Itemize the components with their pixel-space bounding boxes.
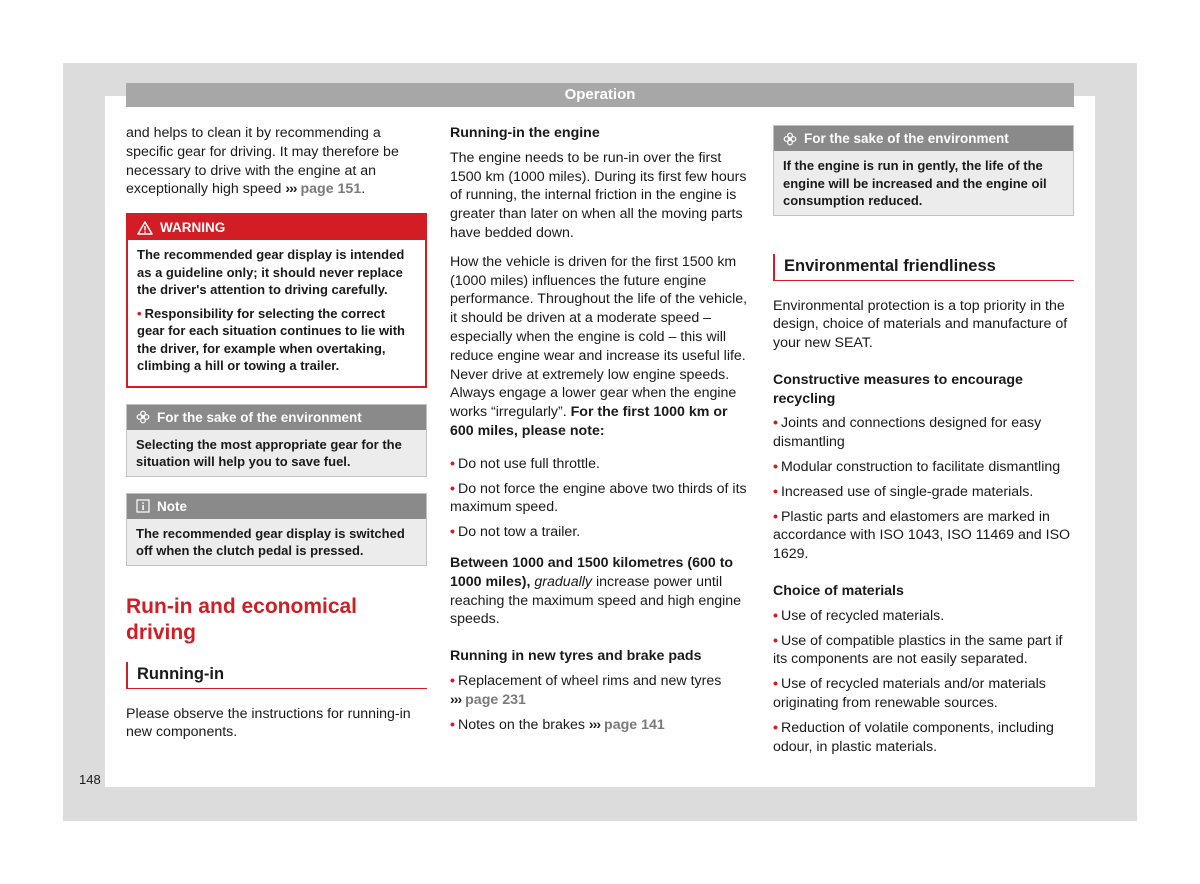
list-item: • Replacement of wheel rims and new tyres ››› page 231 [450,672,722,708]
heading-choice-of-materials: Choice of materials [773,583,904,600]
list-item: • Notes on the brakes ››› page 141 [450,716,665,733]
environment-body: If the engine is run in gently, the life of the engine will be increased and the engine oil consumption reduced. [774,151,1073,215]
warning-triangle-icon [137,221,153,235]
list-item: • Joints and connections designed for easy dismantling [773,415,1042,451]
intro-paragraph: and helps to clean it by recommending a specific gear for driving. It may therefore be necessary to drive with the engine at an exceptionally high speed ››› page 151. [126,125,399,198]
heading-tyres-brakes: Running in new tyres and brake pads [450,648,702,665]
environment-header: For the sake of the environment [774,126,1073,151]
note-body: The recommended gear display is switched off when the clutch pedal is pressed. [127,519,426,565]
page-number: 148 [79,772,101,787]
flower-icon [783,132,797,146]
warning-box [126,213,427,388]
paragraph-driving-first-km: How the vehicle is driven for the first 1500 km (1000 miles) influences the future engine performance. Throughout the life of the vehicle, it should be driven at a moderate speed – especially when the engine is cold – this will reduce engine wear and increase its useful life. Never drive at extremely low engine speeds. Always engage a lower gear when the engine works “irregularly”. For the first 1000 km or 600 miles, please note: [450,253,748,439]
column-left [126,124,427,752]
environment-box [773,125,1074,216]
warning-header: WARNING [128,215,425,240]
list-item: • Use of compatible plastics in the same part if its components are not easily separated. [773,632,1063,668]
flower-icon [136,410,150,424]
section-title: Run-in and economical driving [126,594,358,644]
chapter-header: Operation [126,83,1074,107]
subsection-title: Running-in [126,662,427,689]
list-item: • Modular construction to facilitate dismantling [773,459,1061,476]
page-ref-link[interactable]: page 231 [465,691,526,708]
environment-body: Selecting the most appropriate gear for the situation will help you to save fuel. [127,430,426,476]
paragraph-engine-runin: The engine needs to be run-in over the first 1500 km (1000 miles). During its first few hours of running, the internal friction in the engine is greater than later on when all the moving parts have bedded down. [450,149,747,241]
subsection-title: Environmental friendliness [773,254,1074,281]
list-item: • Reduction of volatile components, including odour, in plastic materials. [773,719,1054,755]
list-item: • Increased use of single-grade materials. [773,483,1034,500]
page-ref-link[interactable]: page 141 [604,716,665,733]
environment-box [126,404,427,477]
column-middle [450,124,751,740]
note-header: Note [127,494,426,519]
warning-body: The recommended gear display is intended as a guideline only; it should never replace the driver's attention to driving carefully. • Responsibility for selecting the correct gear for each situation continues to lie with the driver, for example when overtaking, climbing a hill or towing a trailer. [128,240,425,386]
list-item: • Do not tow a trailer. [450,524,581,541]
info-icon [136,499,150,513]
ref-arrows-icon: ››› [285,181,297,198]
note-box [126,493,427,566]
runin-bullet-list [450,455,751,542]
list-item: • Do not use full throttle. [450,455,600,472]
environment-header: For the sake of the environment [127,405,426,430]
paragraph-gradual-power: Between 1000 and 1500 kilometres (600 to 1000 miles), gradually increase power until reaching the maximum speed and high engine speeds. [450,554,742,628]
column-right [773,124,1074,762]
heading-recycling: Constructive measures to encourage recycling [773,371,1023,407]
page-ref-link[interactable]: page 151 [300,181,362,198]
list-item: • Use of recycled materials and/or materials originating from renewable sources. [773,676,1046,712]
ref-arrows-icon: ››› [450,691,462,708]
ref-arrows-icon: ››› [588,716,601,733]
list-item: • Do not force the engine above two thirds of its maximum speed. [450,480,747,516]
paragraph-environmental-protection: Environmental protection is a top priority in the design, choice of materials and manufacture of your new SEAT. [773,297,1068,352]
list-item: • Plastic parts and elastomers are marked in accordance with ISO 1043, ISO 11469 and ISO 1629. [773,508,1071,563]
running-in-paragraph: Please observe the instructions for running-in new components. [126,705,411,741]
list-item: • Use of recycled materials. [773,607,945,624]
heading-running-in-engine: Running-in the engine [450,125,600,141]
